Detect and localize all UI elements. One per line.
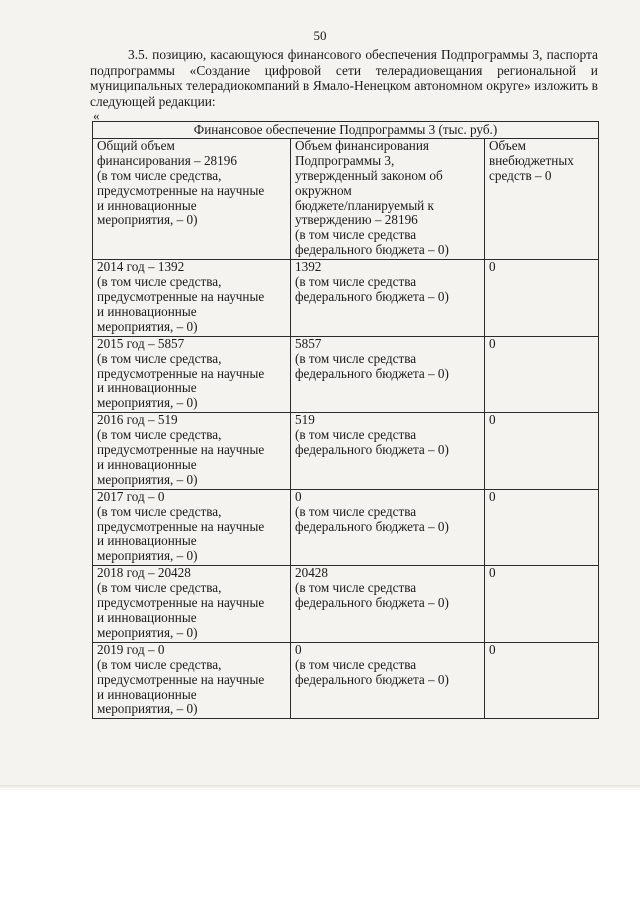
- year-total-cell: 2014 год – 1392 (в том числе средства, предусмотренные на научные и инновационные мероприятия, – 0): [93, 260, 291, 337]
- header-extrabudgetary: Объем внебюджетных средств – 0: [485, 138, 599, 259]
- year-program-cell: 0 (в том числе средства федерального бюджета – 0): [291, 642, 485, 719]
- header-program-financing: Объем финансирования Подпрограммы 3, утвержденный законом об окружном бюджете/планируемый к утверждению – 28196 (в том числе средства федерального бюджета – 0): [291, 138, 485, 259]
- year-total-cell: 2019 год – 0 (в том числе средства, предусмотренные на научные и инновационные мероприятия, – 0): [93, 642, 291, 719]
- year-program-cell: 0 (в том числе средства федерального бюджета – 0): [291, 489, 485, 566]
- table-row: [93, 642, 599, 719]
- opening-quote-mark: «: [93, 108, 100, 123]
- table-row: [93, 489, 599, 566]
- table-row: [93, 336, 599, 413]
- table-row: [93, 566, 599, 643]
- table-title: Финансовое обеспечение Подпрограммы 3 (тыс. руб.): [93, 122, 599, 139]
- year-program-cell: 1392 (в том числе средства федерального бюджета – 0): [291, 260, 485, 337]
- year-extrabudgetary-cell: 0: [485, 413, 599, 490]
- financing-table: [92, 121, 599, 719]
- table-title-row: [93, 122, 599, 139]
- year-total-cell: 2016 год – 519 (в том числе средства, предусмотренные на научные и инновационные мероприятия, – 0): [93, 413, 291, 490]
- intro-line: 3.5. позицию, касающуюся финансового обеспечения Подпрограммы 3,: [128, 47, 543, 62]
- scan-edge: [0, 785, 640, 789]
- header-total-financing: Общий объем финансирования – 28196 (в том числе средства, предусмотренные на научные и инновационные мероприятия, – 0): [93, 138, 291, 259]
- table-row: [93, 413, 599, 490]
- year-extrabudgetary-cell: 0: [485, 642, 599, 719]
- table-header-row: [93, 138, 599, 259]
- year-total-cell: 2017 год – 0 (в том числе средства, предусмотренные на научные и инновационные мероприятия, – 0): [93, 489, 291, 566]
- intro-line: паспорта подпрограммы «Создание цифровой сети телерадиовещания: [90, 47, 598, 78]
- year-program-cell: 5857 (в том числе средства федерального бюджета – 0): [291, 336, 485, 413]
- year-total-cell: 2018 год – 20428 (в том числе средства, предусмотренные на научные и инновационные мероприятия, – 0): [93, 566, 291, 643]
- intro-paragraph: [90, 47, 598, 109]
- year-program-cell: 20428 (в том числе средства федерального бюджета – 0): [291, 566, 485, 643]
- year-extrabudgetary-cell: 0: [485, 260, 599, 337]
- year-extrabudgetary-cell: 0: [485, 489, 599, 566]
- intro-line: автономном округе» изложить в следующей редакции:: [90, 78, 598, 109]
- year-extrabudgetary-cell: 0: [485, 336, 599, 413]
- table-row: [93, 260, 599, 337]
- year-program-cell: 519 (в том числе средства федерального бюджета – 0): [291, 413, 485, 490]
- intro-line: региональной и муниципальных телерадиокомпаний в Ямало-Ненецком: [90, 62, 598, 94]
- page-number: 50: [313, 28, 327, 43]
- year-total-cell: 2015 год – 5857 (в том числе средства, предусмотренные на научные и инновационные мероприятия, – 0): [93, 336, 291, 413]
- year-extrabudgetary-cell: 0: [485, 566, 599, 643]
